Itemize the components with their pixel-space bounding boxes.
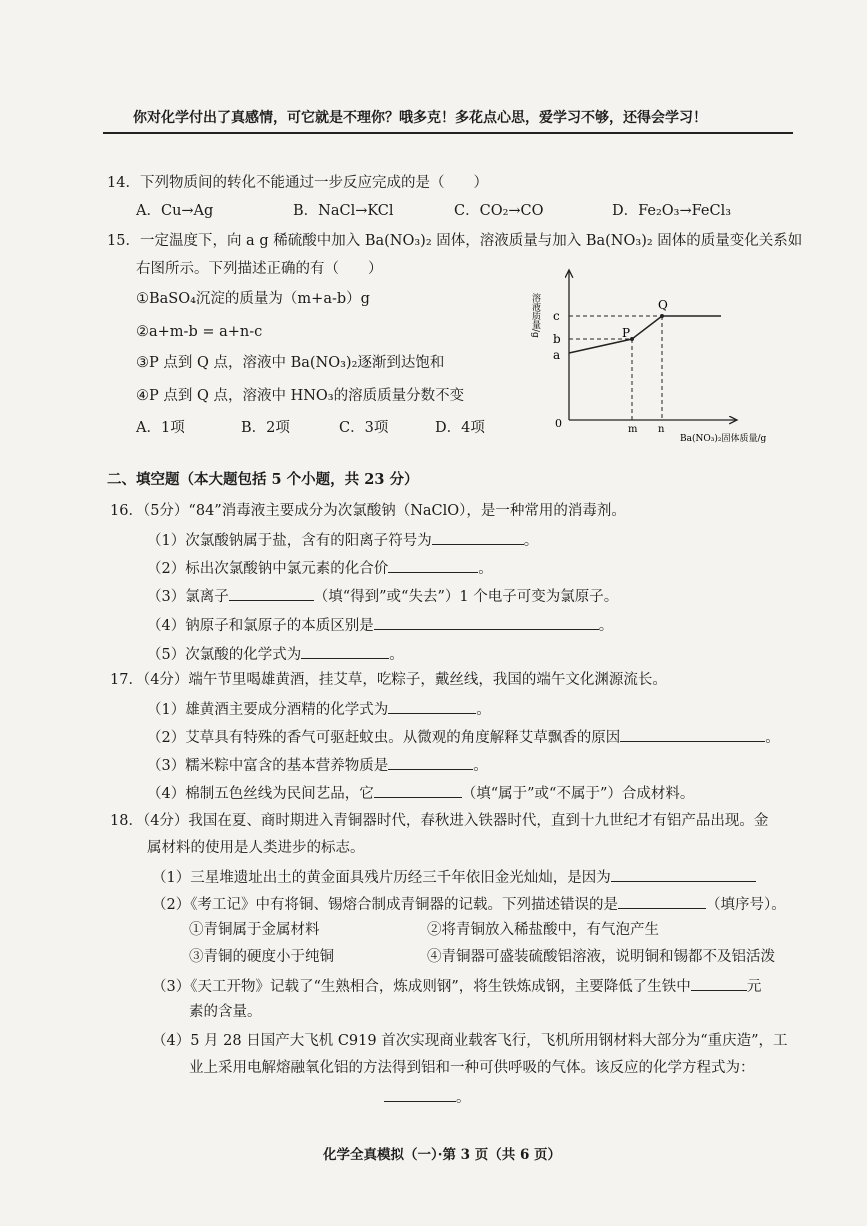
q15-statement-3: ③P 点到 Q 点，溶液中 Ba(NO₃)₂逐渐到达饱和 — [136, 355, 445, 371]
q15-chart — [525, 255, 800, 450]
q18-part4-line1: （4）5 月 28 日国产大飞机 C919 首次实现商业载客飞行，飞机所用钢材料大部分为“重庆造”，工 — [152, 1033, 788, 1049]
q18-choice-3: ③青铜的硬度小于纯铜 — [189, 949, 334, 965]
origin-label: 0 — [555, 417, 562, 430]
q17-stem: 17．（4分）端午节里喝雄黄酒，挂艾草，吃粽子，戴丝线，我国的端午文化渊源流长。 — [110, 672, 667, 688]
q14-option-b: B．NaCl→KCl — [293, 203, 394, 219]
q18-part3-cont: 素的含量。 — [189, 1004, 262, 1020]
q16-part2: （2）标出次氯酸钠中氯元素的化合价 。 — [147, 557, 493, 579]
q16-blank5[interactable] — [301, 643, 389, 659]
point-p — [630, 337, 634, 341]
q15-statement-2: ②a+m-b = a+n-c — [136, 324, 263, 340]
q17-blank2[interactable] — [620, 726, 765, 742]
q17-blank3[interactable] — [388, 754, 473, 770]
section-title: 二、填空题（本大题包括 5 个小题，共 23 分） — [107, 471, 419, 488]
q18-part4-line2: 业上采用电解熔融氧化铝的方法得到铝和一种可供呼吸的气体。该反应的化学方程式为： — [189, 1060, 755, 1076]
q18-choice-2: ②将青铜放入稀盐酸中，有气泡产生 — [427, 922, 659, 938]
label-q: Q — [658, 298, 668, 312]
tick-b: b — [553, 332, 561, 346]
q17-blank1[interactable] — [388, 698, 476, 714]
q15-option-a: A．1项 — [136, 420, 185, 436]
q16-stem: 16．（5分）“84”消毒液主要成分为次氯酸钠（NaClO），是一种常用的消毒剂。 — [110, 503, 626, 519]
q18-blank3[interactable] — [691, 975, 747, 991]
tick-n: n — [658, 424, 665, 435]
q15-option-c: C．3项 — [339, 420, 389, 436]
q17-part1: （1）雄黄酒主要成分酒精的化学式为 。 — [147, 698, 491, 720]
q18-part3: （3）《天工开物》记载了“生熟相合，炼成则钢”，将生铁炼成钢，主要降低了生铁中 元 — [152, 975, 761, 997]
q17-part2: （2）艾草具有特殊的香气可驱赶蚊虫。从微观的角度解释艾草飘香的原因 。 — [147, 726, 780, 748]
y-axis-label: 溶液质量/g — [530, 293, 540, 338]
q15-statement-1: ①BaSO₄沉淀的质量为（m+a-b）g — [136, 291, 370, 307]
q14-option-c: C．CO₂→CO — [454, 203, 544, 219]
q16-blank3[interactable] — [229, 585, 314, 601]
mass-curve — [569, 316, 721, 353]
q18-part1: （1）三星堆遗址出土的黄金面具残片历经三千年依旧金光灿灿，是因为 — [152, 866, 756, 888]
x-axis-label: Ba(NO₃)₂固体质量/g — [680, 434, 767, 444]
tick-c: c — [553, 309, 560, 323]
q16-part3: （3）氯离子 （填“得到”或“失去”）1 个电子可变为氯原子。 — [147, 585, 618, 607]
q18-part2: （2）《考工记》中有将铜、锡熔合制成青铜器的记载。下列描述错误的是 （填序号）。 — [152, 893, 786, 915]
q18-choice-4: ④青铜器可盛装硫酸铝溶液，说明铜和锡都不及铝活泼 — [427, 949, 775, 965]
q18-part4-answer: 。 — [384, 1086, 471, 1108]
q18-blank2[interactable] — [618, 893, 706, 909]
q17-blank4[interactable] — [374, 782, 462, 798]
tick-a: a — [553, 348, 561, 362]
page-header: 你对化学付出了真感情，可它就是不理你？哦多克！多花点心思，爱学习不够，还得会学习！ — [133, 110, 707, 126]
q14-option-a: A．Cu→Ag — [136, 203, 214, 219]
q15-option-b: B．2项 — [241, 420, 290, 436]
q15-option-d: D．4项 — [435, 420, 485, 436]
page-footer: 化学全真模拟（一）·第 3 页（共 6 页） — [323, 1147, 562, 1163]
point-q — [660, 314, 664, 318]
q17-part3: （3）糯米粽中富含的基本营养物质是 。 — [147, 754, 488, 776]
q15-statement-4: ④P 点到 Q 点，溶液中 HNO₃的溶质质量分数不变 — [136, 388, 465, 404]
q18-blank1[interactable] — [611, 866, 756, 882]
q15-line2: 右图所示。下列描述正确的有（ ） — [136, 261, 383, 277]
q14-stem: 14．下列物质间的转化不能通过一步反应完成的是（ ） — [107, 175, 488, 191]
q15-line1: 15．一定温度下，向 a g 稀硫酸中加入 Ba(NO₃)₂ 固体，溶液质量与加入 Ba(NO₃)₂ 固体的质量变化关系如 — [107, 233, 803, 249]
q17-part4: （4）棉制五色丝线为民间艺品，它 （填“属于”或“不属于”）合成材料。 — [147, 782, 694, 804]
header-rule — [103, 132, 793, 134]
q16-blank4[interactable] — [374, 614, 599, 630]
q16-part5: （5）次氯酸的化学式为 。 — [147, 643, 404, 665]
q18-stem-line2: 属材料的使用是人类进步的标志。 — [147, 840, 365, 856]
q16-part1: （1）次氯酸钠属于盐，含有的阳离子符号为 。 — [147, 529, 538, 551]
q18-blank4[interactable] — [384, 1086, 456, 1102]
label-p: P — [622, 326, 631, 340]
tick-m: m — [628, 424, 638, 435]
q14-option-d: D．Fe₂O₃→FeCl₃ — [612, 203, 732, 219]
q16-blank2[interactable] — [388, 557, 478, 573]
q18-stem-line1: 18．（4分）我国在夏、商时期进入青铜器时代，春秋进入铁器时代，直到十九世纪才有铝产品出现。金 — [110, 813, 769, 829]
q16-part4: （4）钠原子和氯原子的本质区别是 。 — [147, 614, 613, 636]
q16-blank1[interactable] — [432, 529, 524, 545]
q18-choice-1: ①青铜属于金属材料 — [189, 922, 320, 938]
